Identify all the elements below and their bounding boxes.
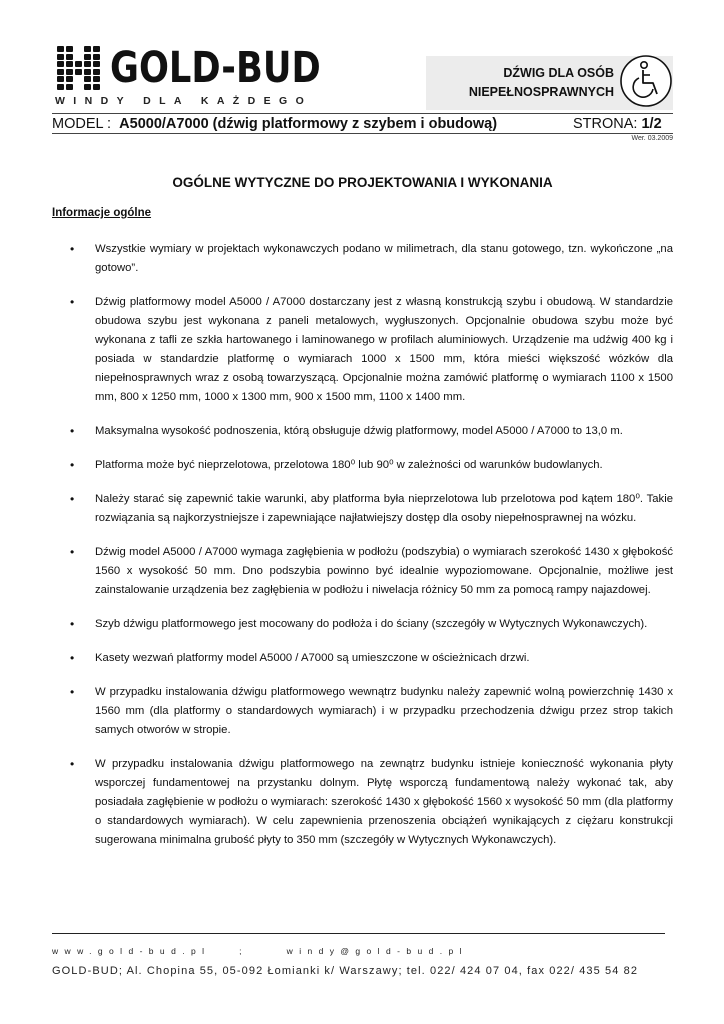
lift-title-line2: NIEPEŁNOSPRAWNYCH [468, 85, 614, 99]
guidelines-list [52, 240, 673, 865]
model-label: MODEL : [52, 116, 112, 132]
list-item: • W przypadku instalowania dźwigu platformowego wewnątrz budynku należy zapewnić wolną powierzchnię 1430 x 1560 mm (dla platformy o standardowych wymiarach) i w przypadku przechodzenia dźwigu przez strop takich samych otworów w stropie. [52, 683, 673, 740]
list-item: • W przypadku instalowania dźwigu platformowego na zewnątrz budynku istnieje konieczność wykonania płyty wsporczej fundamentowej na przystanku dolnym. Płytę wsporczą fundamentową należy wykonać tak, aby posiadała zagłębienie w podłożu o wymiarach: szerokość 1430 x głębokość 1560 x wysokość 50 mm (dla platformy o standardowych wymiarach). W celu zapewnienia przenoszenia obciążeń wynikających z ciężaru konstrukcji sugerowana minimalna grubość płyty to 350 mm (szczegóły w Wytycznych Wykonawczych). [52, 755, 673, 850]
footer-website-link[interactable]: www.gold-bud.pl [52, 946, 211, 956]
page-title: OGÓLNE WYTYCZNE DO PROJEKTOWANIA I WYKONANIA [172, 175, 553, 190]
logo-tagline: WINDY DLA KAŻDEGO [55, 95, 313, 107]
list-item: • Szyb dźwigu platformowego jest mocowany do podłoża i do ściany (szczegóły w Wytycznych Wykonawczych). [52, 615, 673, 634]
list-item: • Platforma może być nieprzelotowa, przelotowa 180⁰ lub 90⁰ w zależności od warunków budowlanych. [52, 456, 673, 475]
list-item: • Kasety wezwań platformy model A5000 / A7000 są umieszczone w ościeżnicach drzwi. [52, 649, 673, 668]
footer-rule [52, 933, 665, 934]
list-item: • Dźwig platformowy model A5000 / A7000 dostarczany jest z własną konstrukcją szybu i obudową. W standardzie obudowa szybu jest wykonana z paneli metalowych, wygłuszonych. Opcjonalnie obudowa szybu może być wykonana z tafli ze szkła hartowanego i laminowanego w profilach aluminiowych. Urządzenie ma udźwig 400 kg i posiada w standardzie platformę o wymiarach 1000 x 1500 mm, która mieści większość wózków dla niepełnosprawnych wraz z osobą towarzyszącą. Opcjonalnie można zamówić platformę o wymiarach 1100 x 1500 mm, 800 x 1250 mm, 1000 x 1300 mm, 900 x 1500 mm, 1100 x 1400 mm. [52, 293, 673, 407]
model-value: A5000/A7000 (dźwig platformowy z szybem i obudową) [119, 116, 498, 132]
list-item: • Maksymalna wysokość podnoszenia, którą obsługuje dźwig platformowy, model A5000 / A7000 to 13,0 m. [52, 422, 673, 441]
lift-title [430, 64, 614, 102]
list-item: • Należy starać się zapewnić takie warunki, aby platforma była nieprzelotowa lub przelotowa pod kątem 180⁰. Takie rozwiązania są najkorzystniejsze i zapewniające najłatwiejszy dostęp dla osoby niepełnosprawnej na wózku. [52, 490, 673, 528]
list-item: • Dźwig model A5000 / A7000 wymaga zagłębienia w podłożu (podszybia) o wymiarach szerokość 1430 x głębokość 1560 x wysokość 50 mm. Dno podszybia powinno być idealnie wypoziomowane. Opcjonalnie, możliwe jest zainstalowanie urządzenia bez zagłębienia w podłożu i niwelacja różnicy 50 mm za pomocą rampy najazdowej. [52, 543, 673, 600]
page-indicator [573, 116, 662, 132]
header-rule-bottom [52, 133, 673, 134]
logo-mark [57, 46, 103, 90]
version-label: Wer. 03.2009 [631, 135, 673, 142]
footer-contacts [52, 946, 665, 956]
model-line [52, 116, 497, 132]
lift-title-line1: DŹWIG DLA OSÓB [503, 66, 614, 80]
footer-address: GOLD-BUD; Al. Chopina 55, 05-092 Łomianki k/ Warszawy; tel. 022/ 424 07 04, fax 022/ 435 54 82 [52, 965, 639, 977]
section-heading: Informacje ogólne [52, 207, 152, 219]
footer-separator: ; [239, 946, 248, 956]
list-item: • Wszystkie wymiary w projektach wykonawczych podano w milimetrach, dla stanu gotowego, tzn. wykończone „na gotowo”. [52, 240, 673, 278]
footer-email-link[interactable]: windy@gold-bud.pl [286, 946, 468, 956]
page-value: 1/2 [641, 116, 662, 132]
logo-name: GOLD-BUD [110, 43, 321, 93]
header-rule-top [52, 113, 673, 114]
page-label: STRONA: [573, 116, 638, 132]
wheelchair-icon [619, 54, 673, 108]
